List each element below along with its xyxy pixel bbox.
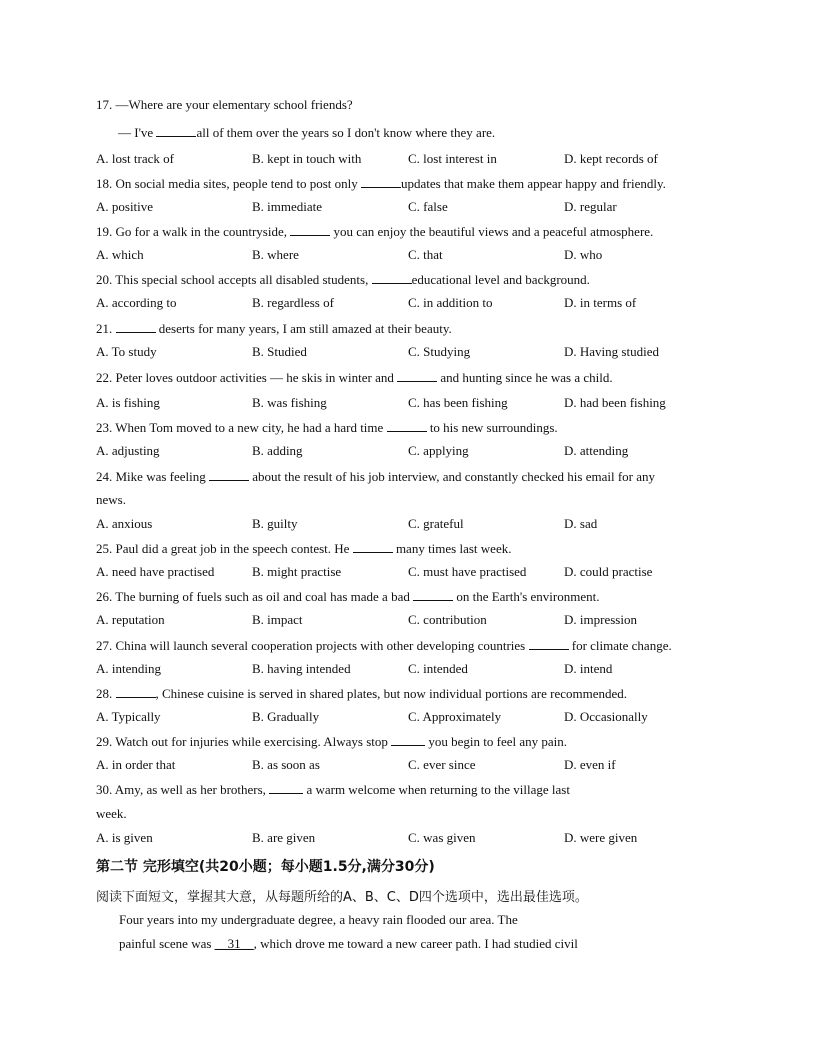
option-b: B. are given xyxy=(252,830,316,845)
option-b: B. regardless of xyxy=(252,295,334,310)
question-17 xyxy=(96,97,736,113)
answer-blank xyxy=(269,781,303,794)
option-c: C. grateful xyxy=(408,516,464,531)
option-c: C. that xyxy=(408,247,443,262)
option-a: A. Typically xyxy=(96,709,161,724)
option-a: A. is given xyxy=(96,830,153,845)
option-c: C. was given xyxy=(408,830,476,845)
question-text: 17. —Where are your elementary school friends? xyxy=(96,97,353,112)
option-d: D. had been fishing xyxy=(564,395,666,410)
answer-blank xyxy=(116,685,156,698)
option-a: A. lost track of xyxy=(96,151,174,166)
option-a: A. is fishing xyxy=(96,395,160,410)
option-b: B. Studied xyxy=(252,344,307,359)
option-c: C. Studying xyxy=(408,344,471,359)
option-d: D. intend xyxy=(564,661,613,676)
answer-blank xyxy=(209,468,249,481)
option-b: B. adding xyxy=(252,443,303,458)
options-22 xyxy=(96,395,736,411)
question-30-continued: week. xyxy=(96,806,127,821)
options-28 xyxy=(96,709,736,725)
question-28: 28. , Chinese cuisine is served in shared plates, but now individual portions are recommended. xyxy=(96,686,627,701)
options-23 xyxy=(96,443,736,459)
answer-blank xyxy=(529,637,569,650)
option-b: B. where xyxy=(252,247,299,262)
option-a: A. To study xyxy=(96,344,157,359)
answer-blank xyxy=(353,540,393,553)
option-a: A. in order that xyxy=(96,757,176,772)
answer-blank xyxy=(116,320,156,333)
options-26 xyxy=(96,612,736,628)
question-27: 27. China will launch several cooperation projects with other developing countries for climate change. xyxy=(96,638,672,653)
answer-blank xyxy=(387,419,427,432)
question-17-line2: — I've all of them over the years so I don't know where they are. xyxy=(118,125,496,140)
options-21 xyxy=(96,344,736,360)
answer-blank xyxy=(391,733,425,746)
question-29: 29. Watch out for injuries while exercising. Always stop you begin to feel any pain. xyxy=(96,734,568,749)
option-b: B. as soon as xyxy=(252,757,320,772)
options-20 xyxy=(96,295,736,311)
question-18: 18. On social media sites, people tend to post only updates that make them appear happy and friendly. xyxy=(96,176,666,191)
options-27 xyxy=(96,661,736,677)
answer-blank xyxy=(372,271,412,284)
option-d: D. impression xyxy=(564,612,637,627)
question-26: 26. The burning of fuels such as oil and coal has made a bad on the Earth's environment. xyxy=(96,589,600,604)
options-29 xyxy=(96,757,736,773)
question-22: 22. Peter loves outdoor activities — he skis in winter and and hunting since he was a child. xyxy=(96,370,613,385)
option-c: C. lost interest in xyxy=(408,151,497,166)
question-19: 19. Go for a walk in the countryside, you can enjoy the beautiful views and a peaceful atmosphere. xyxy=(96,224,654,239)
option-b: B. immediate xyxy=(252,199,323,214)
option-b: B. Gradually xyxy=(252,709,320,724)
question-21: 21. deserts for many years, I am still amazed at their beauty. xyxy=(96,321,452,336)
passage-line-1: Four years into my undergraduate degree, a heavy rain flooded our area. The xyxy=(119,912,518,927)
option-c: C. ever since xyxy=(408,757,476,772)
option-d: D. were given xyxy=(564,830,638,845)
option-d: D. regular xyxy=(564,199,617,214)
option-c: C. intended xyxy=(408,661,468,676)
option-d: D. who xyxy=(564,247,603,262)
option-d: D. even if xyxy=(564,757,616,772)
answer-blank xyxy=(156,124,196,137)
question-25: 25. Paul did a great job in the speech contest. He many times last week. xyxy=(96,541,512,556)
question-20: 20. This special school accepts all disabled students, educational level and background. xyxy=(96,272,590,287)
option-a: A. positive xyxy=(96,199,154,214)
option-c: C. has been fishing xyxy=(408,395,508,410)
question-24-continued: news. xyxy=(96,492,126,507)
option-d: D. Having studied xyxy=(564,344,659,359)
option-c: C. Approximately xyxy=(408,709,502,724)
options-25 xyxy=(96,564,736,580)
option-a: A. intending xyxy=(96,661,161,676)
option-a: A. reputation xyxy=(96,612,165,627)
option-d: D. kept records of xyxy=(564,151,658,166)
option-b: B. having intended xyxy=(252,661,351,676)
question-23: 23. When Tom moved to a new city, he had a hard time to his new surroundings. xyxy=(96,420,558,435)
answer-blank xyxy=(290,223,330,236)
option-d: D. Occasionally xyxy=(564,709,648,724)
option-b: B. impact xyxy=(252,612,303,627)
question-30: 30. Amy, as well as her brothers, a warm welcome when returning to the village last xyxy=(96,782,570,797)
option-c: C. must have practised xyxy=(408,564,527,579)
option-c: C. applying xyxy=(408,443,469,458)
option-b: B. was fishing xyxy=(252,395,327,410)
option-a: A. according to xyxy=(96,295,177,310)
options-19 xyxy=(96,247,736,263)
option-a: A. adjusting xyxy=(96,443,160,458)
options-18 xyxy=(96,199,736,215)
option-c: C. false xyxy=(408,199,448,214)
section-heading: 第二节 完形填空(共20小题；每小题1.5分,满分30分) xyxy=(96,859,435,875)
option-c: C. in addition to xyxy=(408,295,493,310)
option-d: D. sad xyxy=(564,516,598,531)
options-24 xyxy=(96,516,736,532)
options-17 xyxy=(96,151,736,167)
option-b: B. might practise xyxy=(252,564,342,579)
question-24: 24. Mike was feeling about the result of his job interview, and constantly checked his email for any xyxy=(96,469,656,484)
option-c: C. contribution xyxy=(408,612,487,627)
section-instructions: 阅读下面短文，掌握其大意，从每题所给的A、B、C、D四个选项中，选出最佳选项。 xyxy=(96,890,588,905)
options-30 xyxy=(96,830,736,846)
option-d: D. could practise xyxy=(564,564,653,579)
option-a: A. need have practised xyxy=(96,564,215,579)
answer-blank xyxy=(361,175,401,188)
option-b: B. kept in touch with xyxy=(252,151,362,166)
option-a: A. anxious xyxy=(96,516,153,531)
answer-blank xyxy=(413,588,453,601)
option-d: D. attending xyxy=(564,443,629,458)
answer-blank xyxy=(397,369,437,382)
cloze-blank-31: __31__ xyxy=(214,936,254,951)
option-a: A. which xyxy=(96,247,144,262)
passage-line-2: painful scene was __31__, which drove me toward a new career path. I had studied civil xyxy=(119,936,578,951)
option-d: D. in terms of xyxy=(564,295,637,310)
option-b: B. guilty xyxy=(252,516,298,531)
